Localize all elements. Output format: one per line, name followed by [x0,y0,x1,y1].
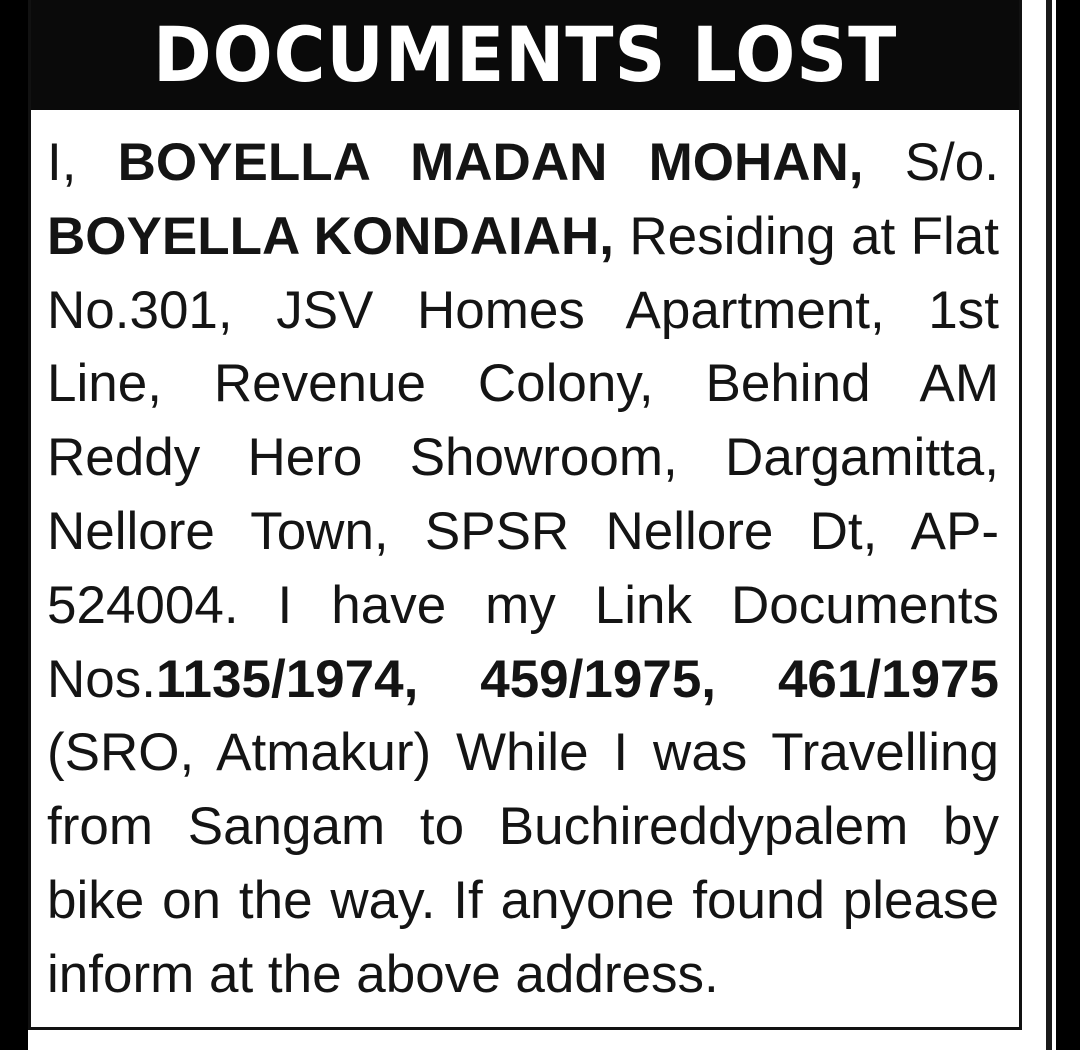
left-dark-border [0,0,28,1050]
right-divider-line [1046,0,1052,1050]
body-text-intro: I, [47,133,118,192]
document-number-3: 461/1975 [777,649,999,709]
body-text-relation: S/o. [863,133,999,192]
notice-body [31,110,1019,1012]
document-number-2: 459/1975, [480,649,717,709]
father-name: BOYELLA KONDAIAH, [47,206,614,266]
document-number-1: 1135/1974, [155,649,419,709]
body-text-details: (SRO, Atmakur) While I was Travelling from Sangam to Buchireddypalem by bike on the way. If anyone found please inform at the above address. [47,723,999,1004]
right-dark-border [1056,0,1080,1050]
spacer [716,650,778,709]
notice-title: DOCUMENTS LOST [152,10,898,99]
spacer [418,650,480,709]
notice-header [31,0,1019,110]
applicant-name: BOYELLA MADAN MOHAN, [117,133,864,192]
body-text-address: Residing at Flat No.301, JSV Homes Apartment, 1st Line, Revenue Colony, Behind AM Reddy Hero Showroom, Dargamitta, Nellore Town, SPSR Nellore Dt, AP-524004. I have my Link Documents Nos. [47,206,999,709]
lost-documents-notice [28,0,1022,1030]
